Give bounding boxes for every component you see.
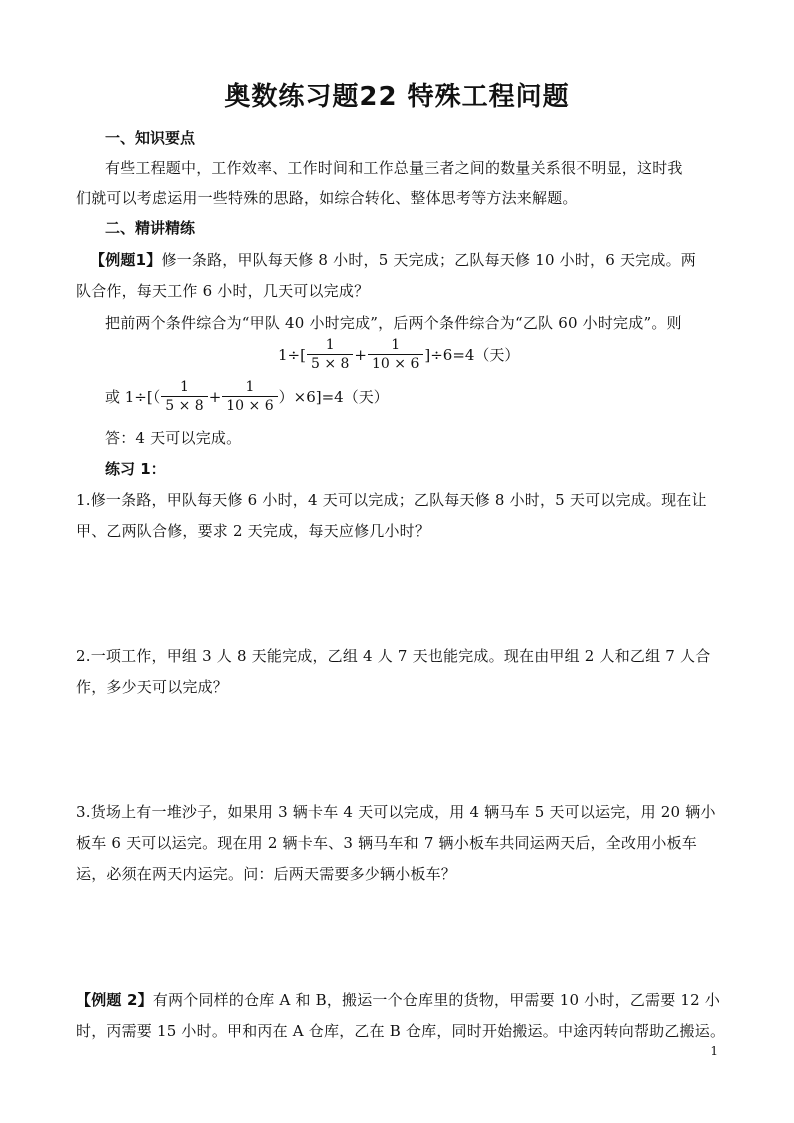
page-number: 1 [710,1044,718,1058]
exercise-1-question-3-line-1: 3.货场上有一堆沙子，如果用 3 辆卡车 4 天可以完成，用 4 辆马车 5 天可以运完，用 20 辆小 [76,803,716,821]
formula-2-prefix: 或 1÷[（ [105,388,161,406]
formula-1 [278,336,519,373]
exercise-1-question-1-line-1: 1.修一条路，甲队每天修 6 小时，4 天可以完成；乙队每天修 8 小时，5 天可以完成。现在让 [76,491,707,509]
formula-2-fraction-1-denominator: 5 × 8 [161,396,207,415]
example-1-text-1: 修一条路，甲队每天修 8 小时，5 天完成；乙队每天修 10 小时，6 天完成。两 [161,251,696,269]
formula-2-fraction-2-denominator: 10 × 6 [222,396,277,415]
formula-1-fraction-1 [307,336,353,373]
formula-2-fraction-2-numerator: 1 [245,379,255,395]
formula-1-prefix: 1÷[ [278,345,306,364]
exercise-1-question-1-line-2: 甲、乙两队合修，要求 2 天完成，每天应修几小时？ [76,522,431,540]
formula-2-plus: + [208,387,222,406]
exercise-1-question-3-line-2: 板车 6 天可以运完。现在用 2 辆卡车、3 辆马车和 7 辆小板车共同运两天后，全改用小板车 [76,834,697,852]
example-2-tag: 【例题 2】 [76,991,153,1009]
formula-2-fraction-2 [222,378,277,415]
formula-1-fraction-1-denominator: 5 × 8 [307,354,353,373]
example-1-line-2: 队合作，每天工作 6 小时，几天可以完成？ [76,282,370,300]
formula-1-plus: + [354,345,367,364]
knowledge-paragraph-line-2: 们就可以考虑运用一些特殊的思路，如综合转化、整体思考等方法来解题。 [76,189,578,207]
formula-2-suffix: ）×6]=4（天） [278,388,389,406]
formula-1-fraction-2 [368,336,423,373]
formula-1-fraction-2-denominator: 10 × 6 [368,354,423,373]
exercise-1-question-3-line-3: 运，必须在两天内运完。问：后两天需要多少辆小板车？ [76,865,457,883]
formula-2-fraction-1-numerator: 1 [180,379,189,395]
page-title: 奥数练习题22 特殊工程问题 [224,82,570,112]
exercise-1-question-2-line-1: 2.一项工作，甲组 3 人 8 天能完成，乙组 4 人 7 天也能完成。现在由甲组 2 人和乙组 7 人合 [76,647,711,665]
example-1-answer: 答：4 天可以完成。 [105,429,242,447]
exercise-1-heading: 练习 1： [105,460,166,478]
example-1-tag: 【例题1】 [90,251,162,269]
example-2-line-1 [76,989,720,1010]
example-1-line-1 [90,249,696,270]
section-heading-practice: 二、精讲精练 [105,219,196,237]
formula-1-suffix: ]÷6=4（天） [424,346,520,364]
formula-2 [105,378,389,415]
example-2-text-1: 有两个同样的仓库 A 和 B，搬运一个仓库里的货物，甲需要 10 小时，乙需要 12 小 [152,991,721,1009]
section-heading-knowledge: 一、知识要点 [105,129,196,147]
formula-1-fraction-2-numerator: 1 [391,337,401,353]
example-2-line-2: 时，丙需要 15 小时。甲和丙在 A 仓库，乙在 B 仓库，同时开始搬运。中途丙转向帮助乙搬运。 [76,1022,726,1040]
formula-2-fraction-1 [161,378,207,415]
knowledge-paragraph-line-1: 有些工程题中，工作效率、工作时间和工作总量三者之间的数量关系很不明显，这时我 [105,159,683,177]
example-1-solution-line: 把前两个条件综合为“甲队 40 小时完成”，后两个条件综合为“乙队 60 小时完成”。则 [105,314,682,332]
exercise-1-question-2-line-2: 作，多少天可以完成？ [76,678,229,696]
formula-1-fraction-1-numerator: 1 [325,337,335,353]
